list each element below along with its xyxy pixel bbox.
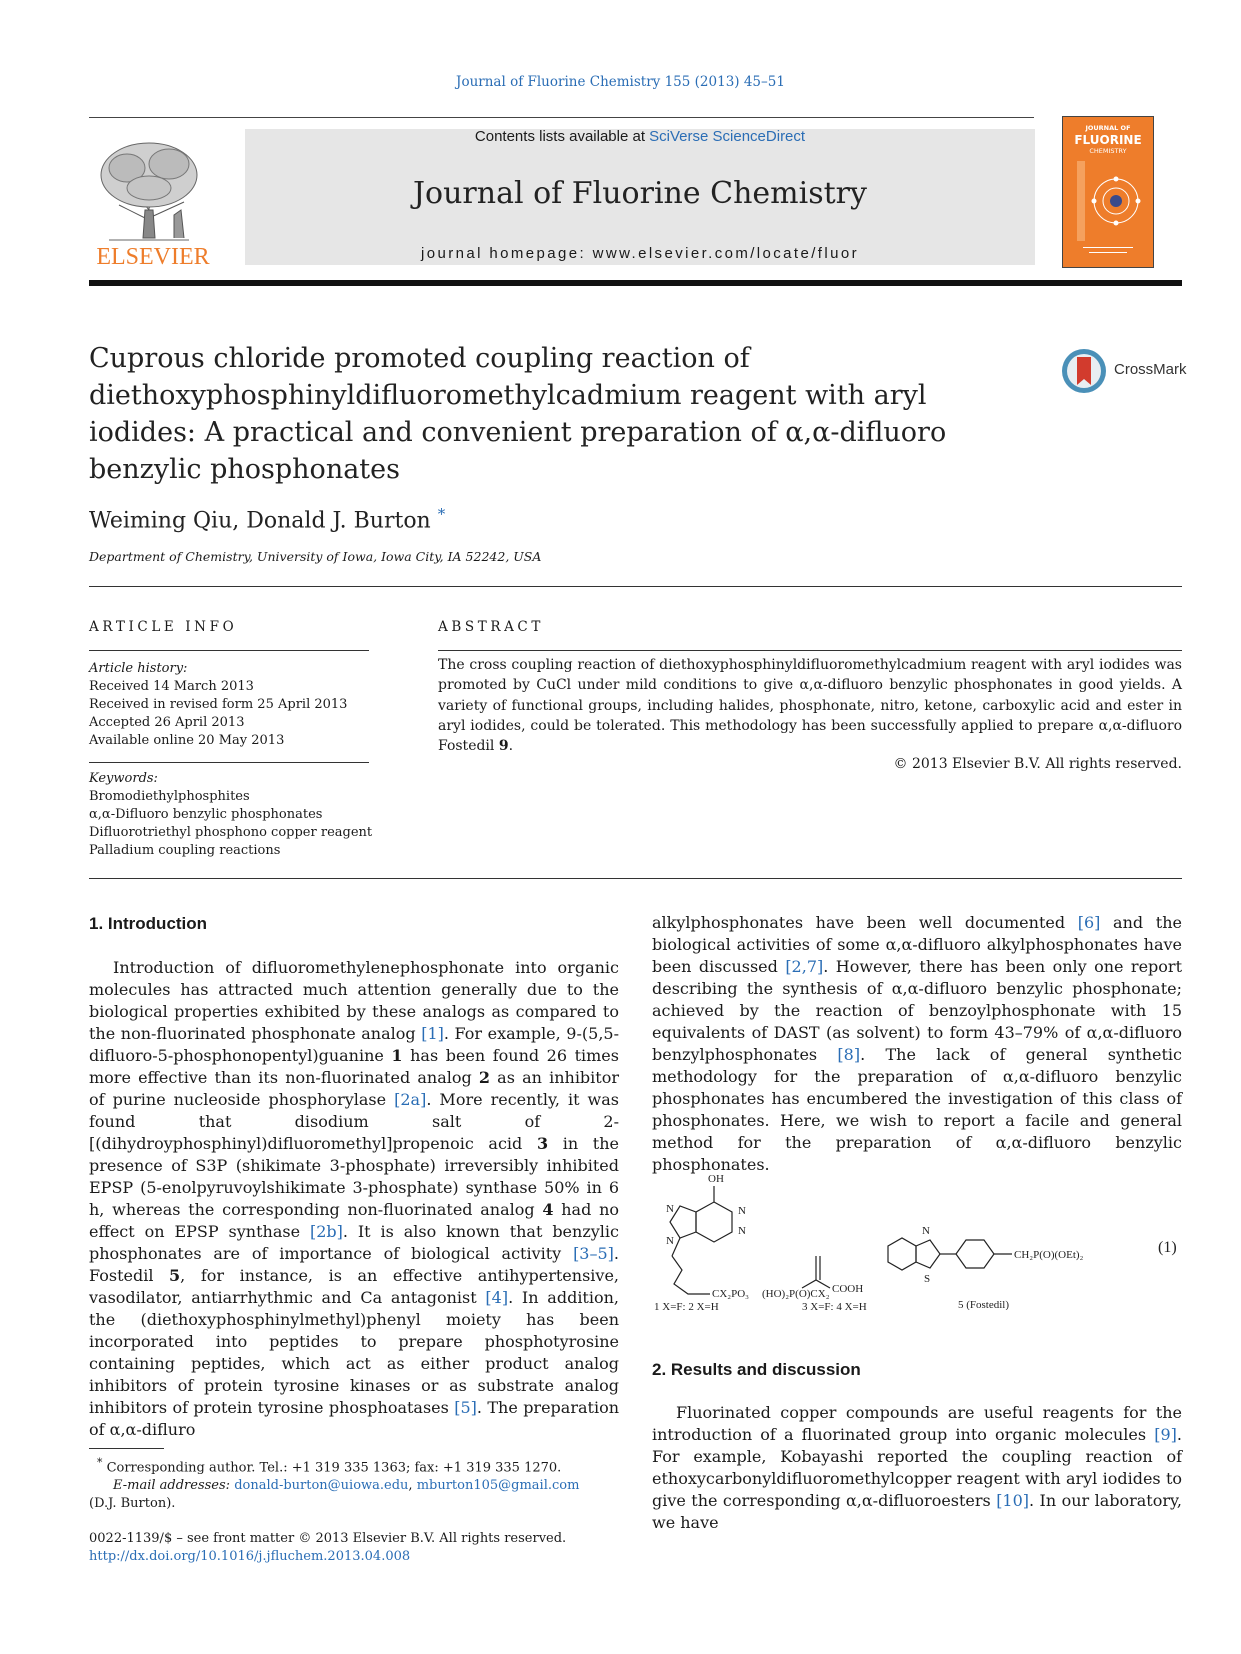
citation-link[interactable]: [2b] bbox=[309, 1222, 343, 1241]
authors-text: Weiming Qiu, Donald J. Burton bbox=[89, 508, 431, 534]
intro-paragraph bbox=[89, 957, 619, 1441]
results-column bbox=[652, 1402, 1182, 1534]
chemical-scheme bbox=[652, 1170, 1182, 1310]
corresponding-author-marker[interactable]: * bbox=[437, 505, 446, 523]
article-info-rule bbox=[89, 650, 369, 651]
equation-number: (1) bbox=[1158, 1239, 1177, 1256]
article-history-label: Article history: bbox=[89, 661, 188, 676]
n-atom: N bbox=[666, 1203, 674, 1215]
svg-text:JOURNAL OF: JOURNAL OF bbox=[1085, 124, 1131, 132]
email-link[interactable]: donald-burton@uiowa.edu bbox=[234, 1478, 409, 1494]
text-run: . For example, 9-(5,5-difluoro-5-phosphonopentyl)guanine bbox=[89, 1024, 619, 1065]
article-title: Cuprous chloride promoted coupling reaction of diethoxyphosphinyldifluoromethylcadmium reagent with aryl iodides: A practical and convenient preparation of α,α-difluoro benzylic phosphonates bbox=[89, 343, 947, 485]
results-heading: 2. Results and discussion bbox=[652, 1360, 861, 1379]
s-atom: S bbox=[924, 1273, 931, 1285]
chemical-structures-diagram bbox=[652, 1170, 1182, 1310]
text-run: as an inhibitor of purine nucleoside phosphorylase bbox=[89, 1068, 620, 1109]
journal-homepage-link[interactable]: journal homepage: www.elsevier.com/locate/fluor bbox=[421, 245, 859, 262]
citation-link[interactable]: [4] bbox=[485, 1288, 509, 1307]
citation-link[interactable]: [8] bbox=[837, 1045, 861, 1064]
compound-ref: 4 bbox=[542, 1200, 554, 1219]
citation-link[interactable]: [5] bbox=[454, 1398, 477, 1417]
text-run: . In addition, the (diethoxyphosphinylmethyl)phenyl moiety has been incorporated into peptides to prepare phosphotyrosine containing peptides, which act as either product analog inhibitors of protein tyrosine kinases or as substrate analog inhibitors of protein tyrosine phosphoatases bbox=[89, 1288, 620, 1417]
footnote-name: (D.J. Burton). bbox=[89, 1496, 176, 1512]
affiliation: Department of Chemistry, University of Iowa, Iowa City, IA 52242, USA bbox=[89, 549, 542, 564]
email-separator: , bbox=[408, 1478, 417, 1494]
intro-heading: 1. Introduction bbox=[89, 914, 208, 933]
compound-ref: 9 bbox=[498, 738, 509, 755]
crossmark-icon bbox=[1060, 347, 1108, 395]
n-atom: N bbox=[666, 1235, 674, 1247]
abstract-text bbox=[438, 655, 1182, 756]
text-run: alkylphosphonates have been well documented bbox=[652, 913, 1078, 932]
article-info-heading: ARTICLE INFO bbox=[89, 619, 238, 635]
text-run: and the biological activities of some α,α-difluoro alkylphosphonates have been discussed bbox=[652, 913, 1182, 976]
keywords-rule bbox=[89, 762, 369, 763]
header-thick-rule bbox=[89, 280, 1182, 286]
phosphonate-group: CH₂P(O)(OEt)₂ bbox=[1014, 1249, 1084, 1261]
contents-prefix: Contents lists available at bbox=[474, 128, 650, 145]
compound-label: 3 X=F; 4 X=H bbox=[802, 1301, 867, 1310]
intro-paragraph bbox=[652, 912, 1182, 1176]
abstract-body: The cross coupling reaction of diethoxyphosphinyldifluoromethylcadmium reagent with aryl iodides was promoted by CuCl under mild conditions to give α,α-difluoro benzylic phosphonates in good yields. A variety of functional groups, including halides, phosphonate, nitro, ketone, carboxylic acid and ester in aryl iodides, could be tolerated. This methodology has been successfully applied to prepare α,α-difluoro Fostedil bbox=[438, 657, 1182, 755]
text-run: . Fostedil bbox=[89, 1244, 619, 1285]
crossmark-label: CrossMark bbox=[1114, 361, 1187, 378]
compound-ref: 5 bbox=[169, 1266, 181, 1285]
text-run: Introduction of difluoromethylenephosphonate into organic molecules has attracted much attention generally due to the biological properties exhibited by these analogs as compared to the non-fluorinated phosphonate analog bbox=[89, 958, 619, 1043]
history-revised: Received in revised form 25 April 2013 bbox=[89, 697, 348, 712]
n-atom: N bbox=[738, 1205, 746, 1217]
compound-ref: 2 bbox=[478, 1068, 491, 1087]
footnote-marker: * bbox=[97, 1456, 103, 1469]
carboxyl-group: COOH bbox=[832, 1283, 864, 1295]
keyword-item: Difluorotriethyl phosphono copper reagent bbox=[89, 825, 373, 840]
n-atom: N bbox=[922, 1225, 930, 1237]
phosphono-group: (HO)₂P(O)CX₂ bbox=[762, 1288, 830, 1300]
title-divider bbox=[89, 586, 1182, 587]
email-link[interactable]: mburton105@gmail.com bbox=[416, 1478, 580, 1494]
history-online: Available online 20 May 2013 bbox=[89, 733, 285, 748]
cx2po3-group: CX₂PO₃ bbox=[712, 1288, 750, 1300]
corresponding-author-footnote bbox=[89, 1454, 629, 1513]
front-matter bbox=[89, 1530, 649, 1566]
compound-label: 5 (Fostedil) bbox=[958, 1299, 1010, 1310]
contents-line bbox=[245, 128, 1035, 145]
compound-ref: 3 bbox=[536, 1134, 549, 1153]
sciencedirect-link[interactable]: SciVerse ScienceDirect bbox=[649, 128, 806, 145]
text-run: , for instance, is an effective antihypertensive, vasodilator, antiarrhythmic and Ca antagonist bbox=[89, 1266, 619, 1307]
keywords-block bbox=[89, 770, 389, 860]
text-run: . The preparation of α,α-difluro bbox=[89, 1398, 620, 1439]
issn-line: 0022-1139/$ – see front matter © 2013 Elsevier B.V. All rights reserved. bbox=[89, 1531, 567, 1546]
citation-link[interactable]: [10] bbox=[996, 1491, 1030, 1510]
text-run: Fluorinated copper compounds are useful reagents for the introduction of a fluorinated group into organic molecules bbox=[652, 1403, 1182, 1444]
history-received: Received 14 March 2013 bbox=[89, 679, 254, 694]
results-paragraph bbox=[652, 1402, 1182, 1534]
compound-label: 1 X=F; 2 X=H bbox=[654, 1301, 719, 1310]
compound-ref: 1 bbox=[391, 1046, 403, 1065]
journal-citation-link[interactable]: Journal of Fluorine Chemistry 155 (2013) 45–51 bbox=[456, 74, 785, 90]
citation-link[interactable]: [9] bbox=[1154, 1425, 1177, 1444]
text-run: . The lack of general synthetic methodology for the preparation of α,α-difluoro benzylic phosphonates has encumbered the investigation of this class of phosphonates. Here, we wish to report a facile and general method for the preparation of α,α-difluoro benzylic phosphonates. bbox=[652, 1045, 1182, 1174]
footnote-rule bbox=[89, 1448, 164, 1449]
svg-text:FLUORINE: FLUORINE bbox=[1074, 133, 1142, 147]
text-run: . It is also known that benzylic phosphonates are of importance of biological activity bbox=[89, 1222, 619, 1263]
email-label: E-mail addresses: bbox=[113, 1478, 231, 1494]
citation-link[interactable]: [3–5] bbox=[573, 1244, 614, 1263]
journal-cover-icon bbox=[1063, 117, 1153, 267]
citation-link[interactable]: [2a] bbox=[394, 1090, 427, 1109]
text-run: . In our laboratory, we have bbox=[652, 1491, 1183, 1532]
doi-link[interactable]: http://dx.doi.org/10.1016/j.jfluchem.2013.04.008 bbox=[89, 1549, 411, 1564]
abstract-copyright: © 2013 Elsevier B.V. All rights reserved. bbox=[893, 756, 1182, 772]
keyword-item: Palladium coupling reactions bbox=[89, 843, 281, 858]
citation-link[interactable]: [2,7] bbox=[785, 957, 824, 976]
text-run: . For example, Kobayashi reported the coupling reaction of ethoxycarbonyldifluoromethylcopper reagent with aryl iodides to give the corresponding α,α-difluoroesters bbox=[652, 1425, 1182, 1510]
text-run: . More recently, it was found that disodium salt of 2-[(dihydroyphosphinyl)difluoromethyl]propenoic acid bbox=[89, 1090, 619, 1153]
article-history bbox=[89, 660, 369, 750]
journal-cover-thumbnail[interactable] bbox=[1062, 116, 1154, 268]
text-run: in the presence of S3P (shikimate 3-phosphate) irreversibly inhibited EPSP (5-enolpyruvoylshikimate 3-phosphate) synthase 50% in 6 h, whereas the corresponding non-fluorinated analog bbox=[89, 1134, 619, 1219]
elsevier-wordmark: ELSEVIER bbox=[96, 244, 210, 270]
n-atom: N bbox=[738, 1225, 746, 1237]
keyword-item: Bromodiethylphosphites bbox=[89, 789, 250, 804]
abstract-heading: ABSTRACT bbox=[438, 619, 544, 635]
text-run: . However, there has been only one report describing the synthesis of α,α-difluoro benzylic phosphonate; achieved by the reaction of benzoylphosphonate with 15 equivalents of DAST (as solvent) to form 43–79% of α,α-difluoro benzylphosphonates bbox=[652, 957, 1182, 1064]
intro-column-continued bbox=[652, 912, 1182, 1176]
svg-text:CHEMISTRY: CHEMISTRY bbox=[1089, 147, 1127, 155]
keyword-item: α,α-Difluoro benzylic phosphonates bbox=[89, 807, 323, 822]
text-run: had no effect on EPSP synthase bbox=[89, 1200, 620, 1241]
journal-name: Journal of Fluorine Chemistry bbox=[413, 176, 867, 211]
author-list bbox=[89, 505, 445, 533]
elsevier-logo[interactable] bbox=[89, 130, 217, 270]
abstract-divider bbox=[89, 878, 1182, 879]
footnote-contact: Corresponding author. Tel.: +1 319 335 1363; fax: +1 319 335 1270. bbox=[106, 1460, 562, 1476]
crossmark-badge[interactable] bbox=[1060, 347, 1190, 395]
citation-link[interactable]: [1] bbox=[421, 1024, 444, 1043]
oh-label: OH bbox=[708, 1173, 724, 1185]
elsevier-tree-icon bbox=[89, 130, 217, 270]
history-accepted: Accepted 26 April 2013 bbox=[89, 715, 245, 730]
header-divider bbox=[89, 117, 1034, 118]
keywords-label: Keywords: bbox=[89, 771, 158, 786]
abstract-end: . bbox=[508, 738, 514, 755]
citation-link[interactable]: [6] bbox=[1077, 913, 1101, 932]
text-run: has been found 26 times more effective than its non-fluorinated analog bbox=[89, 1046, 619, 1087]
abstract-rule bbox=[438, 650, 1182, 651]
intro-column bbox=[89, 957, 619, 1441]
